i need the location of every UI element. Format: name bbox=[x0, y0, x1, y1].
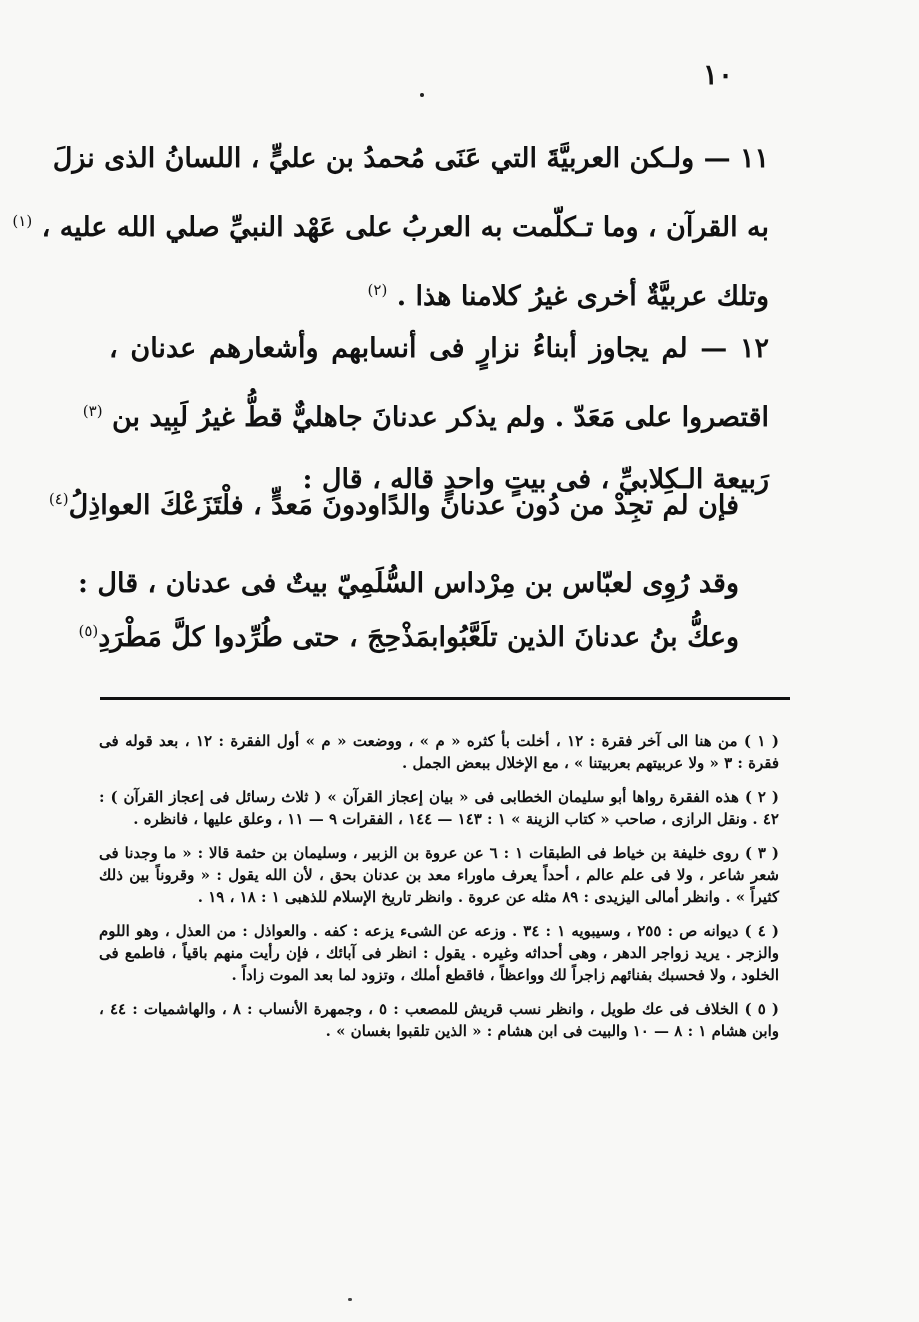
footnote-separator bbox=[100, 697, 790, 700]
paragraph-line: به القرآن ، وما تـكلّمت به العربُ على عَهْد النبيِّ صلي الله عليه ، $^{(١)}$ bbox=[12, 212, 769, 243]
footnote: ( ٥ ) الخلاف فى عك طويل ، وانظر نسب قريش للمصعب : ٥ ، وجمهرة الأنساب : ٨ ، والهاشميات : ٤٤ ، وابن هشام ١ : ٨ — ١٠ والبيت فى ابن هشام : « الذين تلقبوا بغسان » . bbox=[99, 1000, 779, 1040]
page-number: ١٠ bbox=[702, 58, 733, 91]
paragraph-11 bbox=[12, 128, 769, 328]
paragraph-12 bbox=[82, 318, 769, 511]
verse-hemistich: وعكُّ بنُ عدنانَ الذين تلَعَّبُوا bbox=[438, 622, 739, 653]
footnote: ( ٢ ) هذه الفقرة رواها أبو سليمان الخطابى فى « بيان إعجاز القرآن » ( ثلاث رسائل فى إعجاز القرآن ) : ٤٢ . ونقل الرازى ، صاحب « كتاب الزينة » ١ : ١٤٣ — ١٤٤ ، الفقرات ٩ — ١١ ، وعلق عليها ، فانظره . bbox=[99, 788, 779, 828]
footnote-ref: (٢) bbox=[367, 281, 388, 299]
verse-hemistich: بمَذْحِجَ ، حتى طُرِّدوا كلَّ مَطْرَدِ$^{(٥)}$ bbox=[78, 622, 439, 653]
page-mark bbox=[420, 93, 424, 97]
paragraph-line: رَبيعة الـكِلابيِّ ، فى بيتٍ واحدٍ قاله ، قال : bbox=[302, 464, 769, 495]
paragraph-line: ١١ — ولـكن العربيَّةَ التي عَنَى مُحمدُ بن عليٍّ ، اللسانُ الذى نزلَ bbox=[52, 143, 769, 174]
page-mark bbox=[348, 1298, 352, 1301]
footnotes bbox=[99, 730, 779, 1054]
verse-labid bbox=[48, 490, 739, 521]
footnote: ( ٤ ) ديوانه ص : ٢٥٥ ، وسيبويه ١ : ٣٤ . وزعه عن الشىء يزعه : كفه . والعواذل : من العذل ، وهو اللوم والزجر . يريد زواجر الدهر ، وهى أحداثه وغيره . يقول : انظر فى آبائك ، فإن رأيت منهم باقياً ، فاطمع فى الخلود ، ولا فحسبك بفنائهم زاجراً لك وواعظاً ، فاقطع أملك ، وتزود لما بعد الموت زاداً . bbox=[99, 922, 780, 984]
intro-line: وقد رُوِى لعبّاس بن مِرْداس السُّلَمِيّ بيتٌ فى عدنان ، قال : bbox=[78, 568, 739, 599]
footnote: ( ٣ ) روى خليفة بن خياط فى الطبقات ١ : ٦ عن عروة بن الزبير ، وسليمان بن حثمة قالا : « ما وجدنا فى شعر شاعر ، ولا فى علم عالم ، أحداً يعرف ماوراء معد بن عدنان بحق ، لأن الله يقول : « وقروناً بين ذلك كثيراً » . وانظر أمالى اليزيدى : ٨٩ مثله عن عروة . وانظر تاريخ الإسلام للذهبى ١ : ١٨ ، ١٩ . bbox=[99, 844, 779, 906]
footnote-ref: (٣) bbox=[82, 402, 103, 420]
verse-hemistich: فإن لم تجِدْ من دُون عدنانَ والدًا bbox=[380, 490, 739, 521]
footnote-ref: (٤) bbox=[48, 490, 69, 508]
paragraph-line: اقتصروا على مَعَدّ . ولم يذكر عدنانَ جاهليٌّ قطُّ غيرُ لَبِيد بن $^{(٣)}$ bbox=[82, 402, 769, 433]
footnote: ( ١ ) من هنا الى آخر فقرة : ١٢ ، أخلت بأ كثره « م » ، ووضعت « م » أول الفقرة : ١٢ ، بعد قوله فى فقرة : ٣ « ولا عربيتهم بعربيتنا » ، مع الإخلال ببعض الجمل . bbox=[99, 732, 779, 772]
paragraph-line: ١٢ — لم يجاوز أبناءُ نزارٍ فى أنسابهم وأشعارهم عدنان ، bbox=[109, 333, 769, 364]
footnote-ref: (٥) bbox=[78, 622, 99, 640]
footnote-ref: (١) bbox=[12, 212, 33, 230]
paragraph-line: وتلك عربيَّةٌ أخرى غيرُ كلامنا هذا . $^{(٢)}$ bbox=[367, 281, 769, 312]
verse-abbas bbox=[78, 622, 739, 653]
verse-hemistich: ودونَ مَعدٍّ ، فلْتَزَعْكَ العواذِلُ$^{(٤)}$ bbox=[48, 490, 381, 521]
